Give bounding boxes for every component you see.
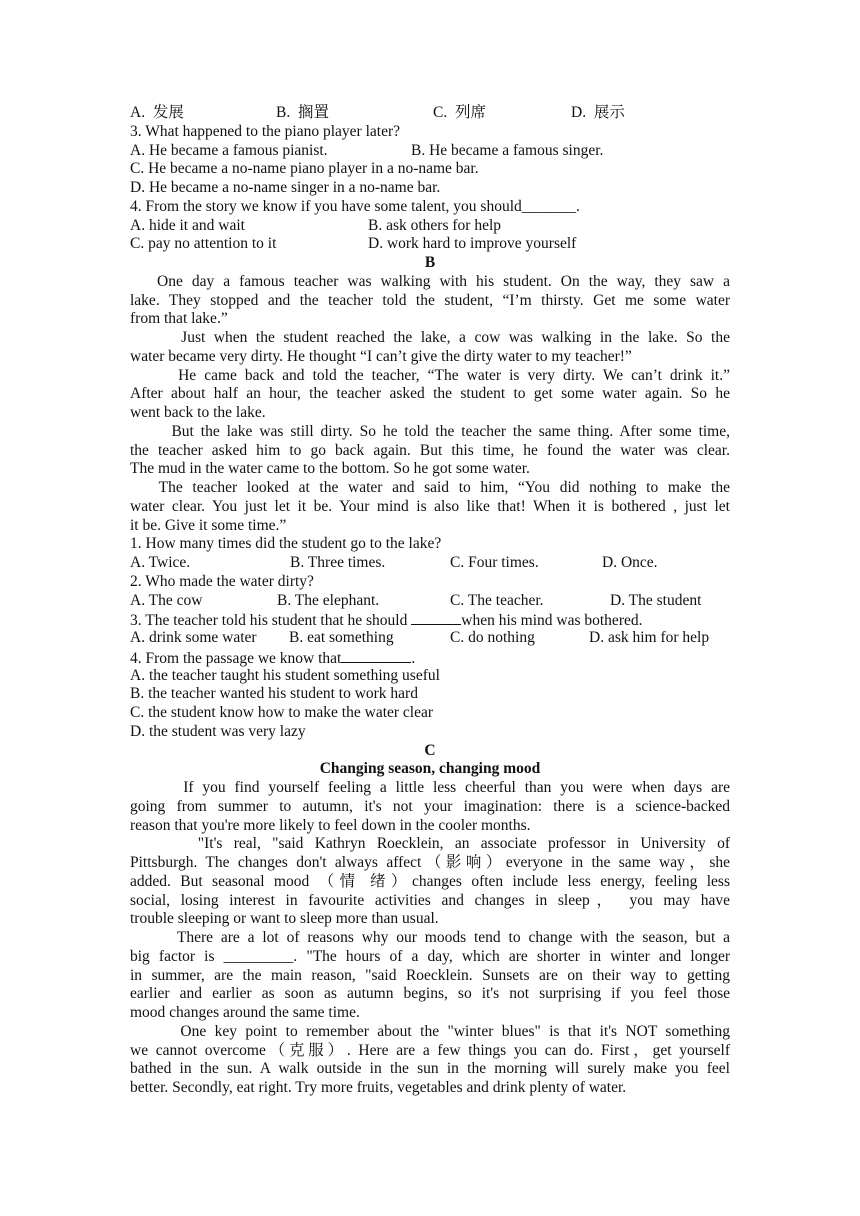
paragraph	[130, 273, 730, 329]
option-b: B. The elephant.	[277, 591, 380, 609]
option-d: D. Once.	[602, 554, 658, 571]
section-c-heading: C	[424, 741, 436, 759]
option-a: A. drink some water	[130, 629, 257, 646]
paragraph-line: the teacher asked him to go back again. But this time, he found the water was clear.	[130, 441, 730, 459]
question-4	[130, 648, 730, 667]
paragraph-line: we cannot overcome（克服）. Here are a few things you can do. First，get yourself	[130, 1041, 730, 1059]
q4-options-row-2	[130, 235, 730, 254]
paragraph	[130, 479, 730, 535]
option-c: C. Four times.	[450, 554, 539, 571]
option-d: D. work hard to improve yourself	[368, 235, 577, 253]
answer-blank	[411, 610, 461, 625]
question-4: 4. From the story we know if you have some talent, you should_______.	[130, 197, 580, 215]
q2-options-row	[130, 104, 730, 123]
question-4-text: 4. From the passage we know that	[130, 649, 342, 667]
paragraph-line: from that lake.”	[130, 310, 228, 328]
answer-blank	[341, 648, 411, 663]
question-3	[130, 610, 730, 629]
paragraph-line: earlier and earlier as soon as autumn begins, so it's not surprising if you feel those	[130, 985, 730, 1003]
option-a: A. Twice.	[130, 554, 191, 571]
paragraph-line: going from summer to autumn, it's not your imagination: there is a science-backed	[130, 797, 730, 815]
q1-options-row	[130, 554, 730, 573]
paragraph-line: in summer, are the main reason, "said Roecklein. Sunsets are on their way to getting	[130, 966, 730, 984]
paragraph-line: The teacher looked at the water and said to him, “You did nothing to make the	[130, 479, 730, 496]
paragraph	[130, 929, 730, 1023]
paragraph-line: If you find yourself feeling a little less cheerful than you were when days are	[130, 779, 730, 796]
option-d: D. the student was very lazy	[130, 722, 306, 740]
option-c: C. pay no attention to it	[130, 235, 277, 253]
option-b: B. ask others for help	[368, 216, 502, 234]
paragraph-line: mood changes around the same time.	[130, 1004, 360, 1021]
option-c: C. The teacher.	[450, 591, 544, 609]
question-3-text: 3. The teacher told his student that he should	[130, 612, 412, 630]
option-c: C. He became a no-name piano player in a no-name bar.	[130, 160, 479, 178]
option-d: D. 展示	[571, 104, 625, 121]
option-a: A. the teacher taught his student something useful	[130, 666, 440, 684]
option-a: A. The cow	[130, 591, 203, 609]
paragraph-line: better. Secondly, eat right. Try more fruits, vegetables and drink plenty of water.	[130, 1079, 627, 1096]
q3-options-row	[130, 629, 730, 648]
paragraph-line: trouble sleeping or want to sleep more than usual.	[130, 910, 439, 928]
paragraph-line: One key point to remember about the "winter blues" is that it's NOT something	[130, 1022, 730, 1040]
q3-options-row-1	[130, 142, 730, 161]
paragraph-line: water clear. You just let it be. Your mind is also like that! When it is bothered , just let	[130, 497, 730, 515]
paragraph-line: Just when the student reached the lake, a cow was walking in the lake. So the	[130, 329, 730, 346]
option-a: A. He became a famous pianist.	[130, 141, 328, 159]
paragraph-line: The mud in the water came to the bottom. So he got some water.	[130, 460, 530, 478]
option-b: B. 搁置	[276, 104, 329, 121]
option-c: C. do nothing	[450, 629, 535, 646]
document-page	[130, 104, 730, 1098]
question-3: 3. What happened to the piano player later?	[130, 122, 400, 140]
paragraph-line: it be. Give it some time.”	[130, 516, 287, 534]
option-b: B. He became a famous singer.	[411, 141, 604, 159]
paragraph	[130, 423, 730, 479]
option-b: B. eat something	[289, 629, 394, 646]
paragraph	[130, 329, 730, 367]
paragraph-line: But the lake was still dirty. So he told the teacher the same thing. After some time,	[130, 422, 730, 440]
option-d: D. The student	[610, 591, 702, 609]
question-3-text-end: when his mind was bothered.	[461, 612, 643, 630]
option-b: B. the teacher wanted his student to work hard	[130, 685, 418, 703]
paragraph	[130, 367, 730, 423]
q2-options-row	[130, 592, 730, 611]
question-1: 1. How many times did the student go to the lake?	[130, 535, 442, 553]
paragraph-line: Pittsburgh. The changes don't always affect（影响）everyone in the same way，she	[130, 854, 730, 871]
option-d: D. ask him for help	[589, 629, 710, 646]
paragraph-line: One day a famous teacher was walking with his student. On the way, they saw a	[130, 272, 730, 290]
option-d: D. He became a no-name singer in a no-name bar.	[130, 179, 441, 196]
option-b: B. Three times.	[290, 554, 386, 571]
question-2: 2. Who made the water dirty?	[130, 572, 314, 590]
section-c-title: Changing season, changing mood	[319, 760, 541, 778]
paragraph-line: added. But seasonal mood （情 绪）changes often include less energy, feeling less	[130, 872, 730, 890]
paragraph-line: social, losing interest in favourite activities and changes in sleep， you may have	[130, 891, 730, 909]
paragraph-line: went back to the lake.	[130, 404, 266, 421]
paragraph-line: water became very dirty. He thought “I can’t give the dirty water to my teacher!”	[130, 347, 632, 365]
section-c-passage	[130, 779, 730, 1098]
question-4-text-end: .	[411, 649, 416, 667]
paragraph-line: lake. They stopped and the teacher told the student, “I’m thirsty. Get me some water	[130, 291, 730, 309]
q4-options-row-1	[130, 217, 730, 236]
section-b-heading: B	[424, 254, 436, 271]
paragraph-line: bathed in the sun. A walk outside in the sun in the morning will surely make you feel	[130, 1060, 730, 1078]
paragraph-line: There are a lot of reasons why our moods tend to change with the season, but a	[130, 929, 730, 946]
paragraph	[130, 779, 730, 835]
paragraph-line: After about half an hour, the teacher asked the student to get some water again. So he	[130, 385, 730, 403]
paragraph-line: big factor is _________. "The hours of a day, which are shorter in winter and longer	[130, 947, 730, 965]
paragraph-line: He came back and told the teacher, “The water is very dirty. We can’t drink it.”	[130, 366, 730, 384]
paragraph-line: "It's real, "said Kathryn Roecklein, an associate professor in University of	[130, 835, 730, 853]
option-a: A. hide it and wait	[130, 216, 245, 234]
option-c: C. the student know how to make the water clear	[130, 704, 434, 721]
section-b-passage	[130, 273, 730, 536]
paragraph	[130, 835, 730, 929]
option-c: C. 列席	[433, 104, 486, 121]
option-a: A. 发展	[130, 104, 184, 121]
paragraph	[130, 1023, 730, 1098]
paragraph-line: reason that you're more likely to feel down in the cooler months.	[130, 816, 531, 834]
